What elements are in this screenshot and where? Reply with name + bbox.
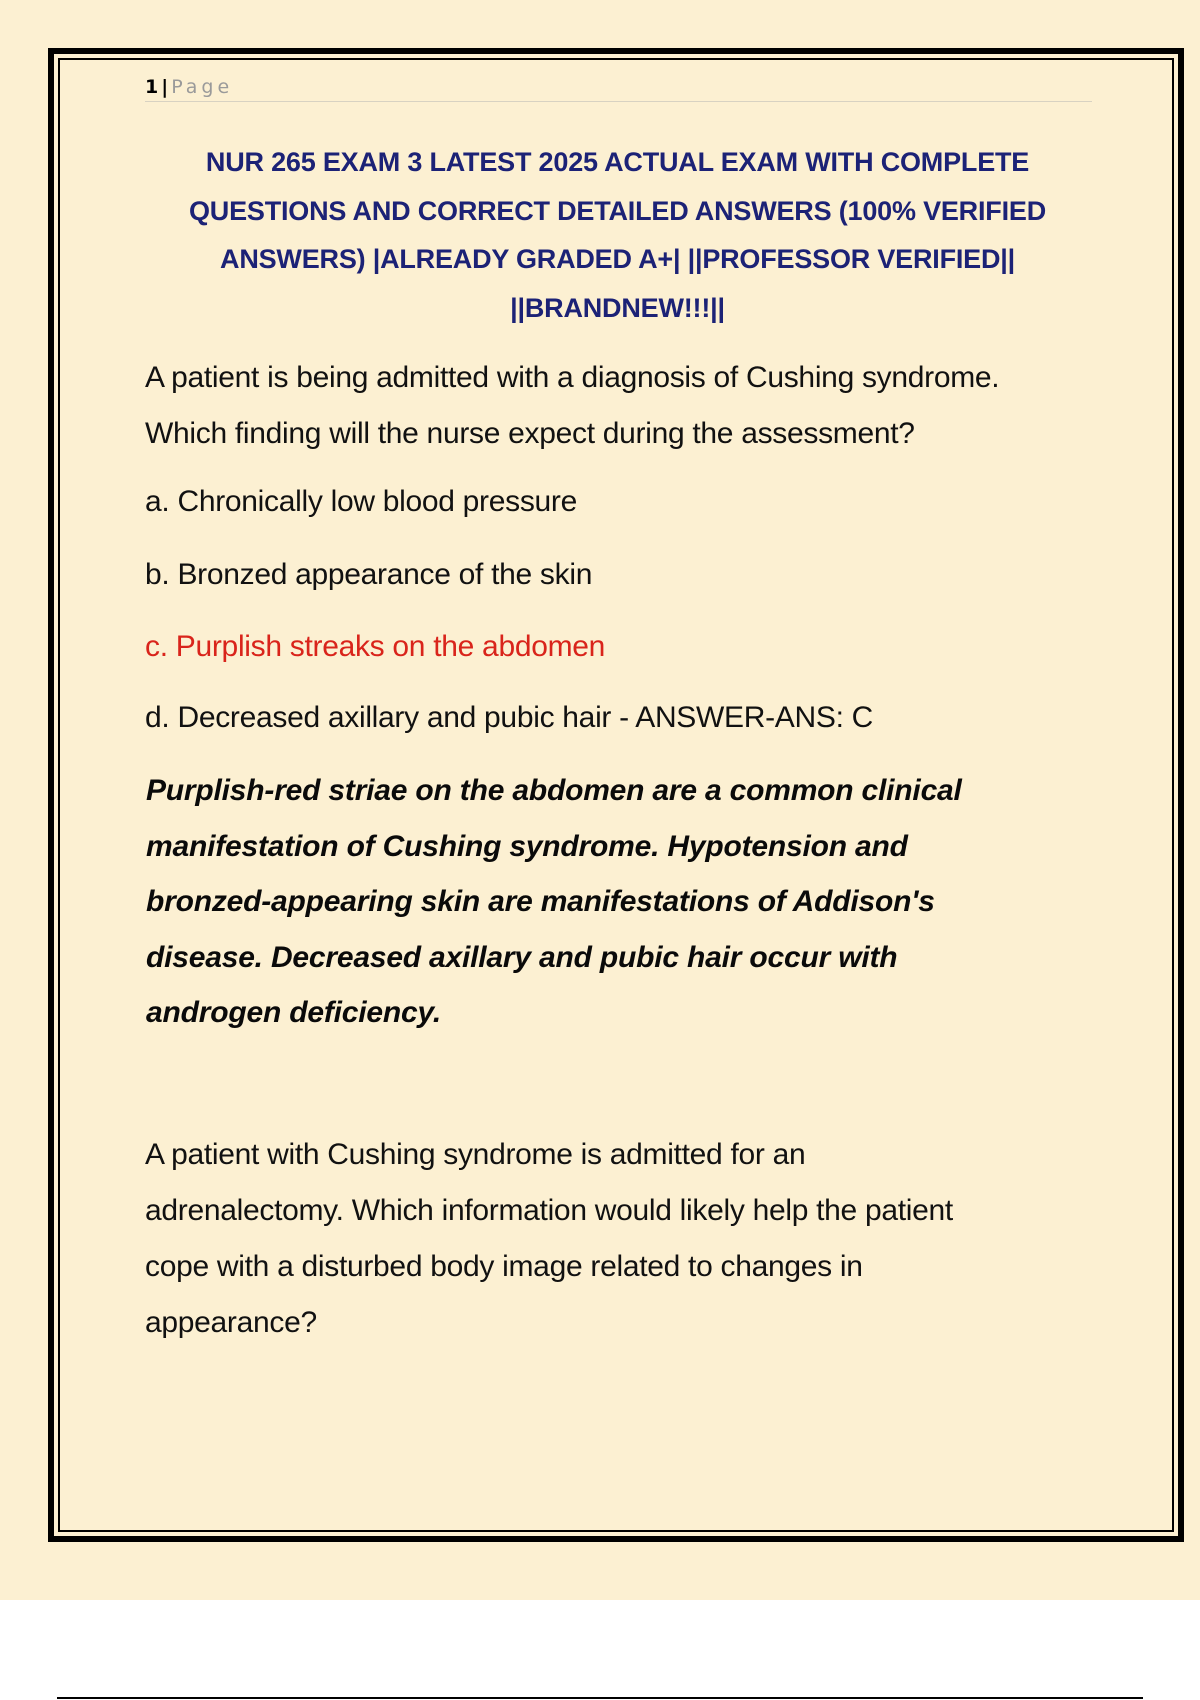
next-page-divider (57, 1697, 1143, 1699)
rationale-line: bronzed-appearing skin are manifestations of Addison's (146, 885, 935, 918)
title-line: ANSWERS) |ALREADY GRADED A+| ||PROFESSOR VERIFIED|| (220, 244, 1015, 274)
answer-rationale (146, 763, 1106, 1041)
question-line: appearance? (145, 1306, 317, 1339)
page-label: Page (171, 76, 234, 98)
question-2-stem (145, 1127, 1105, 1351)
rationale-line: Purplish-red striae on the abdomen are a common clinical (146, 774, 962, 807)
page-separator: | (161, 76, 169, 98)
title-line: ||BRANDNEW!!!|| (510, 292, 725, 323)
page-number: 1 (145, 76, 159, 98)
question-1-stem (145, 350, 1105, 462)
question-line: A patient is being admitted with a diagnosis of Cushing syndrome. (145, 361, 1000, 394)
page-header (145, 74, 1092, 102)
answer-option-d: d. Decreased axillary and pubic hair - ANSWER-ANS: C (145, 701, 874, 734)
answer-option-b: b. Bronzed appearance of the skin (145, 558, 593, 591)
title-line: QUESTIONS AND CORRECT DETAILED ANSWERS (100% VERIFIED (189, 195, 1046, 226)
answer-option-a: a. Chronically low blood pressure (145, 485, 577, 518)
question-line: A patient with Cushing syndrome is admitted for an (145, 1138, 806, 1171)
rationale-line: disease. Decreased axillary and pubic hair occur with (146, 940, 898, 974)
rationale-line: manifestation of Cushing syndrome. Hypotension and (146, 829, 908, 863)
title-line: NUR 265 EXAM 3 LATEST 2025 ACTUAL EXAM WITH COMPLETE (205, 147, 1030, 177)
question-line: Which finding will the nurse expect during the assessment? (145, 417, 915, 450)
question-line: adrenalectomy. Which information would likely help the patient (145, 1194, 953, 1227)
question-line: cope with a disturbed body image related to changes in (145, 1250, 863, 1283)
answer-option-c-correct: c. Purplish streaks on the abdomen (145, 630, 606, 663)
rationale-line: androgen deficiency. (146, 996, 441, 1029)
document-title (145, 138, 1090, 332)
